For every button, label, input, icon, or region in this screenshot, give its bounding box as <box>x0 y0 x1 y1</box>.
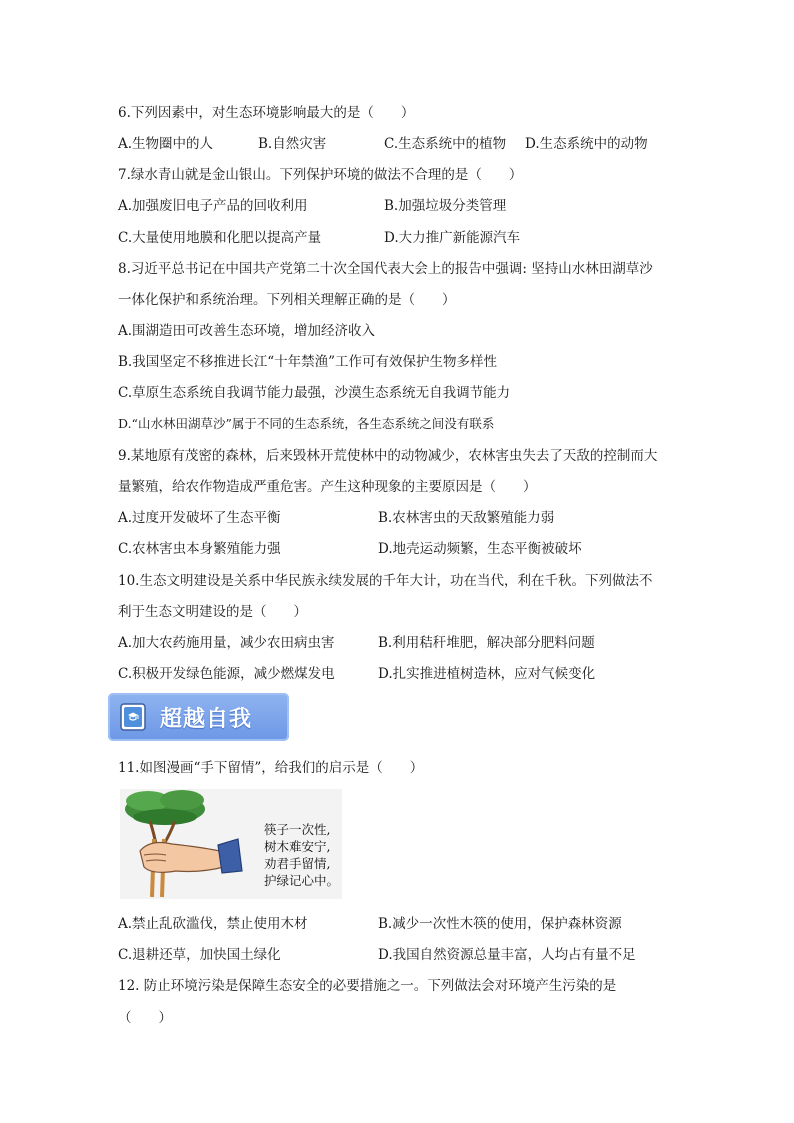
q9-option-c: C.农林害虫本身繁殖能力强 <box>118 541 281 557</box>
banner-title: 超越自我 <box>160 707 253 732</box>
q10-option-b: B.利用秸秆堆肥，解决部分肥料问题 <box>378 635 595 651</box>
q9-stem-line2: 量繁殖，给农作物造成严重危害。产生这种现象的主要原因是（ ） <box>118 479 537 495</box>
q8-stem-line2: 一体化保护和系统治理。下列相关理解正确的是（ ） <box>118 292 456 308</box>
q7-option-d: D.大力推广新能源汽车 <box>384 230 521 246</box>
q9-option-d: D.地壳运动频繁，生态平衡被破坏 <box>378 541 582 557</box>
q7-option-c: C.大量使用地膜和化肥以提高产量 <box>118 230 322 246</box>
book-icon <box>120 703 146 731</box>
q8-option-b: B.我国坚定不移推进长江“十年禁渔”工作可有效保护生物多样性 <box>118 354 498 370</box>
section-banner <box>108 693 289 741</box>
q8-option-c: C.草原生态系统自我调节能力最强，沙漠生态系统无自我调节能力 <box>118 385 511 401</box>
q11-option-c: C.退耕还草，加快国土绿化 <box>118 947 281 963</box>
q7-option-b: B.加强垃圾分类管理 <box>384 198 507 214</box>
cartoon-caption: 筷子一次性, 树木难安宁, 劝君手留情, 护绿记心中。 <box>264 822 340 888</box>
q11-option-a: A.禁止乱砍滥伐，禁止使用木材 <box>118 916 308 932</box>
q9-option-b: B.农林害虫的天敌繁殖能力弱 <box>378 510 555 526</box>
q10-option-c: C.积极开发绿色能源，减少燃煤发电 <box>118 666 335 682</box>
q11-option-b: B.减少一次性木筷的使用，保护森林资源 <box>378 916 622 932</box>
q12-stem-line1: 12. 防止环境污染是保障生态安全的必要措施之一。下列做法会对环境产生污染的是 <box>118 978 617 994</box>
q6-stem: 6.下列因素中，对生态环境影响最大的是（ ） <box>118 105 415 121</box>
q6-option-d: D.生态系统中的动物 <box>525 136 648 152</box>
q8-option-d: D.“山水林田湖草沙”属于不同的生态系统，各生态系统之间没有联系 <box>118 416 495 431</box>
q10-stem-line1: 10.生态文明建设是关系中华民族永续发展的千年大计，功在当代，利在千秋。下列做法不 <box>118 573 653 589</box>
q7-option-a: A.加强废旧电子产品的回收利用 <box>118 198 308 214</box>
q10-option-d: D.扎实推进植树造林，应对气候变化 <box>378 666 596 682</box>
q8-stem-line1: 8.习近平总书记在中国共产党第二十次全国代表大会上的报告中强调: 坚持山水林田湖草沙 <box>118 261 653 277</box>
q6-option-a: A.生物圈中的人 <box>118 136 214 152</box>
q6-option-b: B.自然灾害 <box>258 136 327 152</box>
q9-stem-line1: 9.某地原有茂密的森林，后来毁林开荒使林中的动物减少，农林害虫失去了天敌的控制而大 <box>118 448 658 464</box>
q10-stem-line2: 利于生态文明建设的是（ ） <box>118 604 307 620</box>
cartoon-image <box>120 789 342 899</box>
q7-stem: 7.绿水青山就是金山银山。下列保护环境的做法不合理的是（ ） <box>118 167 523 183</box>
q11-stem: 11.如图漫画“手下留情”，给我们的启示是（ ） <box>118 760 424 776</box>
q8-option-a: A.围湖造田可改善生态环境，增加经济收入 <box>118 323 376 339</box>
q9-option-a: A.过度开发破坏了生态平衡 <box>118 510 281 526</box>
q12-stem-line2: （ ） <box>118 1010 172 1026</box>
q6-option-c: C.生态系统中的植物 <box>384 136 507 152</box>
q10-option-a: A.加大农药施用量，减少农田病虫害 <box>118 635 335 651</box>
q11-option-d: D.我国自然资源总量丰富，人均占有量不足 <box>378 947 636 963</box>
